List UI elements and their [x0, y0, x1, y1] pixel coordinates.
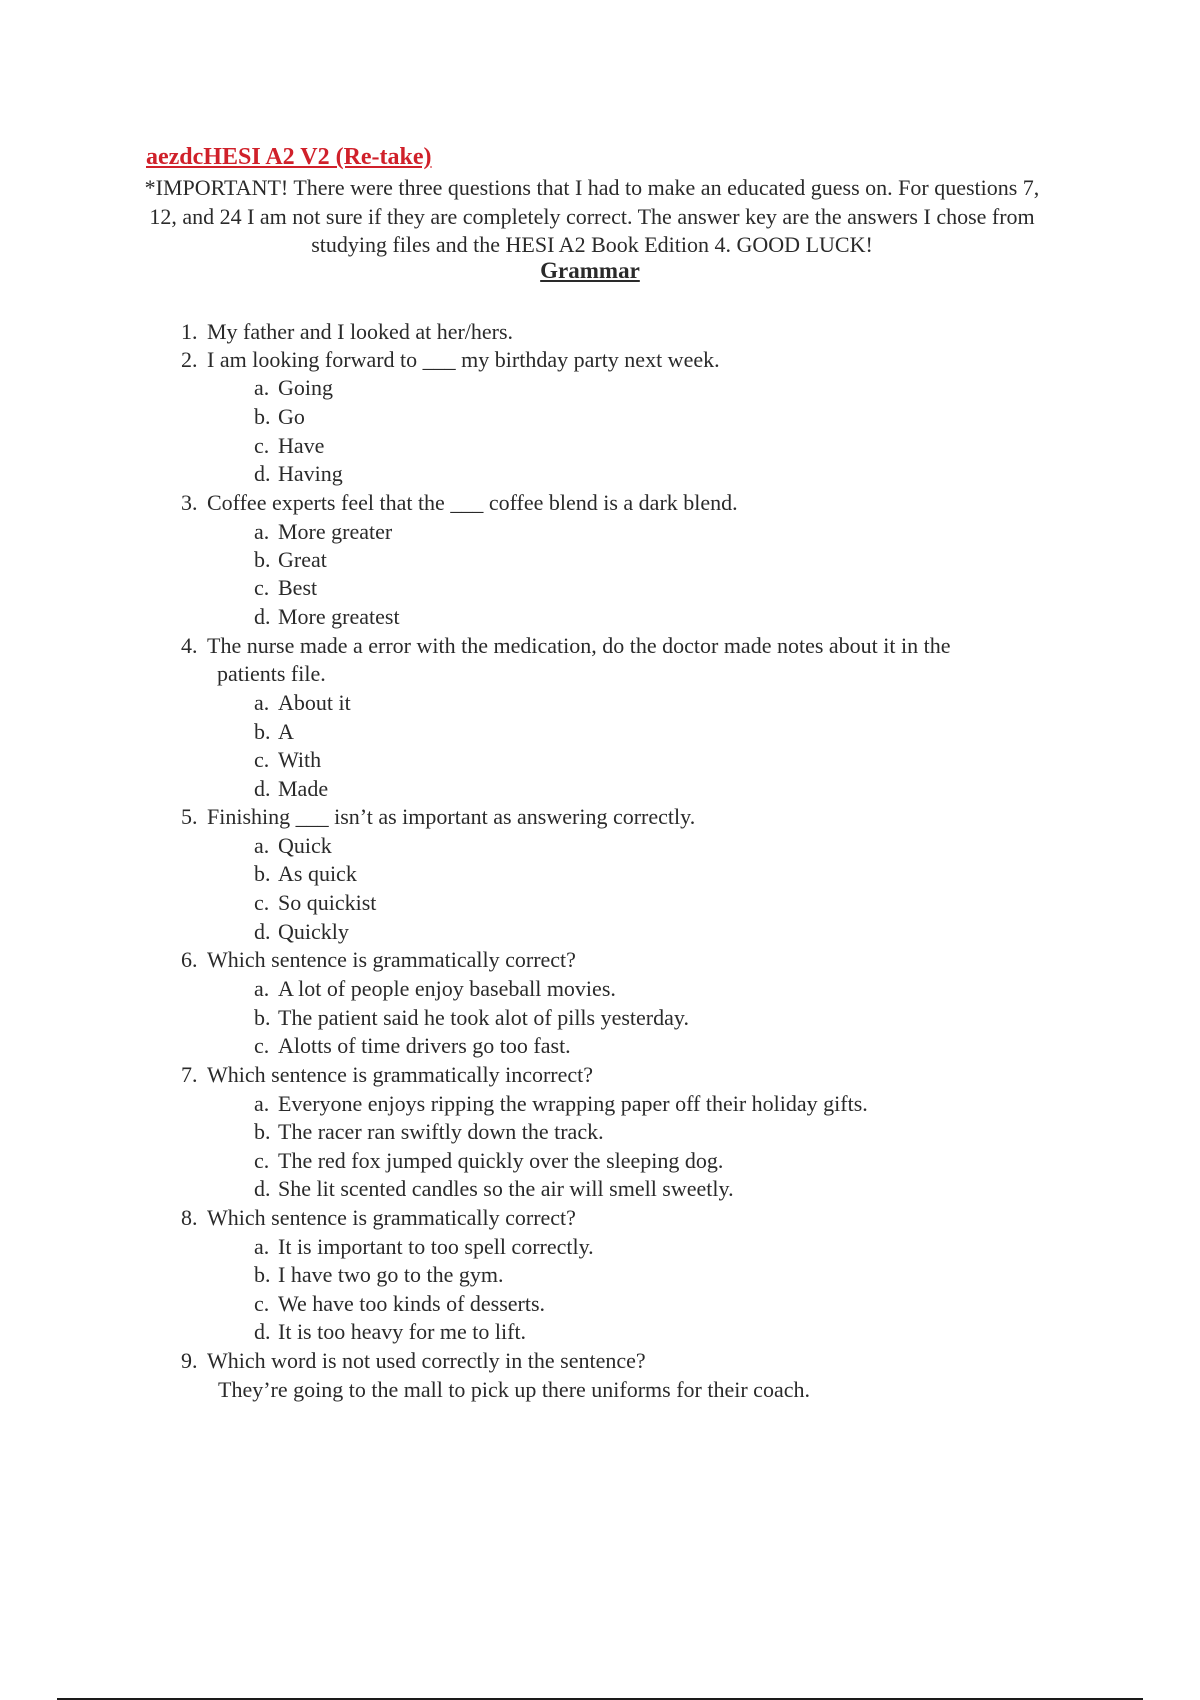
option-text: As quick	[278, 861, 357, 886]
option-letter: b.	[254, 719, 271, 744]
option-text: Quickly	[278, 919, 349, 944]
option-text: About it	[278, 690, 351, 715]
option-text: Great	[278, 547, 327, 572]
option-text: So quickist	[278, 890, 377, 915]
option-text: She lit scented candles so the air will smell sweetly.	[278, 1176, 734, 1201]
option-letter: c.	[254, 1033, 270, 1058]
question-number: 5.	[181, 804, 198, 829]
question-number: 9.	[181, 1348, 198, 1373]
question-text: Coffee experts feel that the ___ coffee blend is a dark blend.	[207, 490, 738, 515]
option-letter: c.	[254, 575, 270, 600]
option-text: It is important to too spell correctly.	[278, 1234, 594, 1259]
question-example-sentence: They’re going to the mall to pick up there uniforms for their coach.	[218, 1377, 810, 1402]
question-number: 7.	[181, 1062, 198, 1087]
question-number: 2.	[181, 347, 198, 372]
option-text: Quick	[278, 833, 332, 858]
option-text: Best	[278, 575, 318, 600]
option-text: Go	[278, 404, 305, 429]
question-number: 3.	[181, 490, 198, 515]
option-letter: b.	[254, 404, 271, 429]
option-text: With	[278, 747, 322, 772]
option-letter: a.	[254, 1091, 270, 1116]
question-text: My father and I looked at her/hers.	[207, 319, 514, 344]
option-text: I have two go to the gym.	[278, 1262, 504, 1287]
option-text: The patient said he took alot of pills yesterday.	[278, 1005, 689, 1030]
question-text: Which sentence is grammatically correct?	[207, 1205, 576, 1230]
option-text: The red fox jumped quickly over the sleeping dog.	[278, 1148, 724, 1173]
option-letter: d.	[254, 1176, 271, 1201]
option-letter: a.	[254, 519, 270, 544]
option-text: Everyone enjoys ripping the wrapping paper off their holiday gifts.	[278, 1091, 868, 1116]
option-letter: c.	[254, 1148, 270, 1173]
option-text: The racer ran swiftly down the track.	[278, 1119, 604, 1144]
option-letter: d.	[254, 604, 271, 629]
question-text: Which sentence is grammatically correct?	[207, 947, 576, 972]
option-text: Made	[278, 776, 329, 801]
option-letter: c.	[254, 747, 270, 772]
option-letter: d.	[254, 461, 271, 486]
section-heading-grammar: Grammar	[540, 258, 640, 283]
question-text: Finishing ___ isn’t as important as answering correctly.	[207, 804, 696, 829]
option-text: Going	[278, 375, 333, 400]
option-letter: b.	[254, 1005, 271, 1030]
option-letter: a.	[254, 833, 270, 858]
option-text: It is too heavy for me to lift.	[278, 1319, 527, 1344]
option-letter: d.	[254, 1319, 271, 1344]
option-letter: c.	[254, 433, 270, 458]
question-number: 8.	[181, 1205, 198, 1230]
option-text: We have too kinds of desserts.	[278, 1291, 546, 1316]
option-text: Have	[278, 433, 325, 458]
option-letter: d.	[254, 919, 271, 944]
question-text: Which sentence is grammatically incorrect?	[207, 1062, 594, 1087]
option-letter: b.	[254, 1262, 271, 1287]
important-note: *IMPORTANT! There were three questions that I had to make an educated guess on. For questions 7, 12, and 24 I am not sure if they are completely correct. The answer key are the answers I chose from studying files and the HESI A2 Book Edition 4. GOOD LUCK!	[144, 175, 1040, 257]
option-text: More greatest	[278, 604, 400, 629]
option-text: A	[278, 719, 294, 744]
option-text: A lot of people enjoy baseball movies.	[278, 976, 616, 1001]
option-letter: b.	[254, 1119, 271, 1144]
question-text-continued: patients file.	[217, 661, 326, 686]
option-letter: b.	[254, 861, 271, 886]
question-number: 1.	[181, 319, 198, 344]
option-letter: b.	[254, 547, 271, 572]
option-text: Having	[278, 461, 343, 486]
option-letter: a.	[254, 976, 270, 1001]
question-text: I am looking forward to ___ my birthday party next week.	[207, 347, 720, 372]
option-letter: a.	[254, 375, 270, 400]
question-number: 4.	[181, 633, 198, 658]
option-letter: d.	[254, 776, 271, 801]
option-letter: a.	[254, 690, 270, 715]
option-text: More greater	[278, 519, 393, 544]
document-title: aezdcHESI A2 V2 (Re-take)	[146, 144, 432, 170]
option-text: Alotts of time drivers go too fast.	[278, 1033, 571, 1058]
question-text: The nurse made a error with the medication, do the doctor made notes about it in the	[207, 633, 951, 658]
question-number: 6.	[181, 947, 198, 972]
option-letter: c.	[254, 1291, 270, 1316]
option-letter: a.	[254, 1234, 270, 1259]
option-letter: c.	[254, 890, 270, 915]
question-text: Which word is not used correctly in the sentence?	[207, 1348, 646, 1373]
